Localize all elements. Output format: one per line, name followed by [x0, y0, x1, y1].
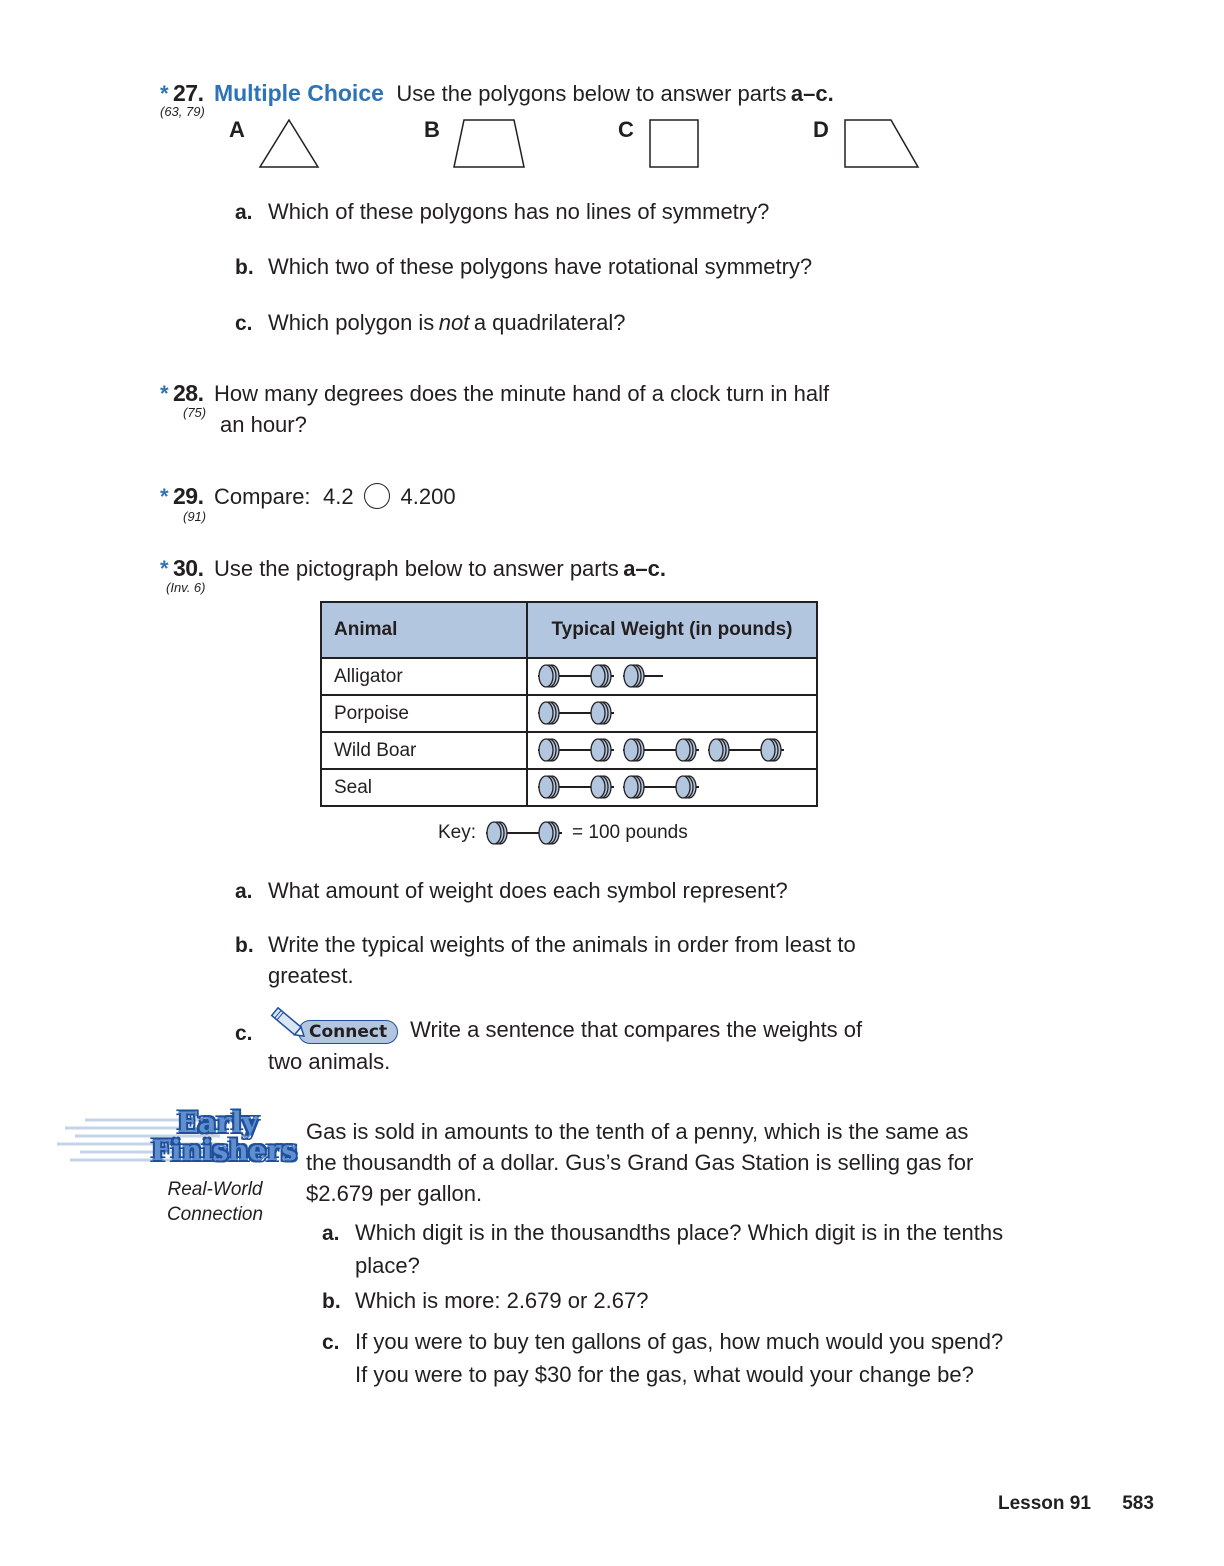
part-text: Write a sentence that compares the weights of [410, 1017, 863, 1042]
triangle-icon [258, 118, 320, 170]
table-row [321, 695, 817, 732]
question-30-part-b [235, 932, 856, 958]
part-text-line2: two animals. [268, 1049, 391, 1074]
logo-line2: Finishers [151, 1134, 297, 1167]
part-text-line2: If you were to pay $30 for the gas, what would your change be? [355, 1362, 974, 1387]
half-barbell-symbol [623, 665, 663, 687]
barbell-symbol [538, 702, 614, 724]
table-header-row [321, 602, 817, 658]
part-label: c. [235, 1022, 253, 1045]
question-29 [160, 483, 456, 510]
multiple-choice-heading: Multiple Choice [213, 80, 384, 106]
page-number: 583 [1122, 1493, 1154, 1514]
shape-label-a: A [229, 117, 245, 142]
part-text: Which is more: 2.679 or 2.67? [355, 1288, 649, 1313]
shape-label-b: B [424, 117, 440, 142]
star-icon: * [160, 81, 169, 106]
animal-name: Seal [321, 769, 527, 806]
lesson-label: Lesson 91 [998, 1493, 1091, 1514]
right-trapezoid-icon [843, 118, 921, 170]
question-27 [160, 80, 834, 107]
barbell-symbol [486, 822, 562, 844]
question-30-part-a [235, 878, 788, 904]
pictograph-key [438, 820, 688, 846]
part-label: a. [235, 201, 253, 224]
early-finishers-part-a [322, 1218, 1003, 1284]
question-prompt-bold: a–c. [790, 81, 834, 106]
intro-line3: $2.679 per gallon. [306, 1181, 483, 1206]
early-finishers-part-b [322, 1288, 648, 1314]
part-text: What amount of weight does each symbol represent? [268, 878, 788, 903]
lesson-reference: (Inv. 6) [166, 580, 206, 595]
question-text: How many degrees does the minute hand of a clock turn in half [213, 381, 830, 406]
weight-symbols [527, 732, 817, 769]
animal-name: Wild Boar [321, 732, 527, 769]
pictograph-table [320, 601, 818, 807]
trapezoid-icon [452, 118, 526, 170]
weight-symbols [527, 658, 817, 695]
intro-line2: the thousandth of a dollar. Gus’s Grand Gas Station is selling gas for [306, 1150, 974, 1175]
early-finishers-subtitle [155, 1177, 275, 1227]
part-text: Which digit is in the thousandths place? Which digit is in the tenths [355, 1220, 1004, 1245]
barbell-symbol [538, 739, 614, 761]
question-28 [160, 380, 829, 407]
part-label: c. [322, 1331, 340, 1354]
part-text-line2: greatest. [268, 963, 354, 988]
question-number: 30. [173, 555, 204, 581]
animal-name: Porpoise [321, 695, 527, 732]
pencil-icon [266, 1004, 310, 1044]
barbell-icon [484, 820, 566, 846]
part-text: Which of these polygons has no lines of symmetry? [268, 199, 770, 224]
question-30 [160, 555, 666, 582]
part-text: Which polygon is [268, 310, 435, 335]
question-30-part-c [235, 1008, 862, 1046]
shape-label-d: D [813, 117, 829, 142]
lesson-reference: (75) [183, 405, 207, 420]
part-label: b. [235, 934, 254, 957]
subtitle-line2: Connection [166, 1204, 264, 1225]
question-text-line2: an hour? [220, 412, 307, 437]
barbell-symbol [623, 776, 699, 798]
question-number: 29. [173, 483, 204, 509]
part-text: a quadrilateral? [473, 310, 626, 335]
part-text-line2: place? [355, 1253, 420, 1278]
column-header-weight: Typical Weight (in pounds) [527, 602, 817, 658]
weight-symbols [527, 769, 817, 806]
connect-badge [266, 1014, 398, 1044]
connect-label: Connect [298, 1020, 398, 1044]
barbell-symbol [538, 776, 614, 798]
subtitle-line1: Real-World [167, 1179, 263, 1200]
column-header-animal: Animal [321, 602, 527, 658]
question-prompt: Use the pictograph below to answer parts [213, 556, 619, 581]
shape-label-c: C [618, 117, 634, 142]
part-label: b. [322, 1290, 341, 1313]
rectangle-icon [648, 118, 702, 170]
early-finishers-logo [55, 1106, 297, 1178]
question-number: 27. [173, 80, 204, 106]
part-text: Write the typical weights of the animals in order from least to [268, 932, 856, 957]
barbell-symbol [623, 739, 699, 761]
lesson-reference: (91) [183, 509, 207, 524]
part-text: Which two of these polygons have rotational symmetry? [268, 254, 813, 279]
key-barbell-symbol [484, 820, 566, 848]
table-row [321, 769, 817, 806]
question-prompt: Use the polygons below to answer parts [396, 81, 787, 106]
compare-circle-icon[interactable] [364, 483, 390, 509]
part-label: a. [235, 880, 253, 903]
star-icon: * [160, 484, 169, 509]
part-text: If you were to buy ten gallons of gas, how much would you spend? [355, 1329, 1004, 1354]
early-finishers-intro [306, 1116, 973, 1209]
key-value: = 100 pounds [572, 822, 688, 843]
part-label: a. [322, 1222, 340, 1245]
weight-symbols [527, 695, 817, 732]
barbell-symbol [538, 665, 614, 687]
question-27-part-a [235, 199, 769, 225]
animal-name: Alligator [321, 658, 527, 695]
logo-line1: Early [177, 1106, 259, 1139]
part-label: b. [235, 256, 254, 279]
intro-line1: Gas is sold in amounts to the tenth of a penny, which is the same as [306, 1119, 969, 1144]
table-row [321, 732, 817, 769]
question-prompt-bold: a–c. [623, 556, 667, 581]
question-27-part-c [235, 310, 625, 336]
table-row [321, 658, 817, 695]
lesson-reference: (63, 79) [160, 104, 205, 119]
compare-right: 4.200 [400, 484, 456, 509]
star-icon: * [160, 556, 169, 581]
question-number: 28. [173, 380, 204, 406]
compare-left: 4.2 [323, 484, 354, 509]
barbell-symbol [708, 739, 784, 761]
question-27-part-b [235, 254, 812, 280]
key-label: Key: [438, 822, 477, 843]
page-footer [998, 1493, 1154, 1515]
part-text-italic: not [438, 310, 470, 335]
compare-label: Compare: [213, 484, 311, 509]
early-finishers-part-c [322, 1327, 1003, 1393]
part-label: c. [235, 312, 253, 335]
star-icon: * [160, 381, 169, 406]
